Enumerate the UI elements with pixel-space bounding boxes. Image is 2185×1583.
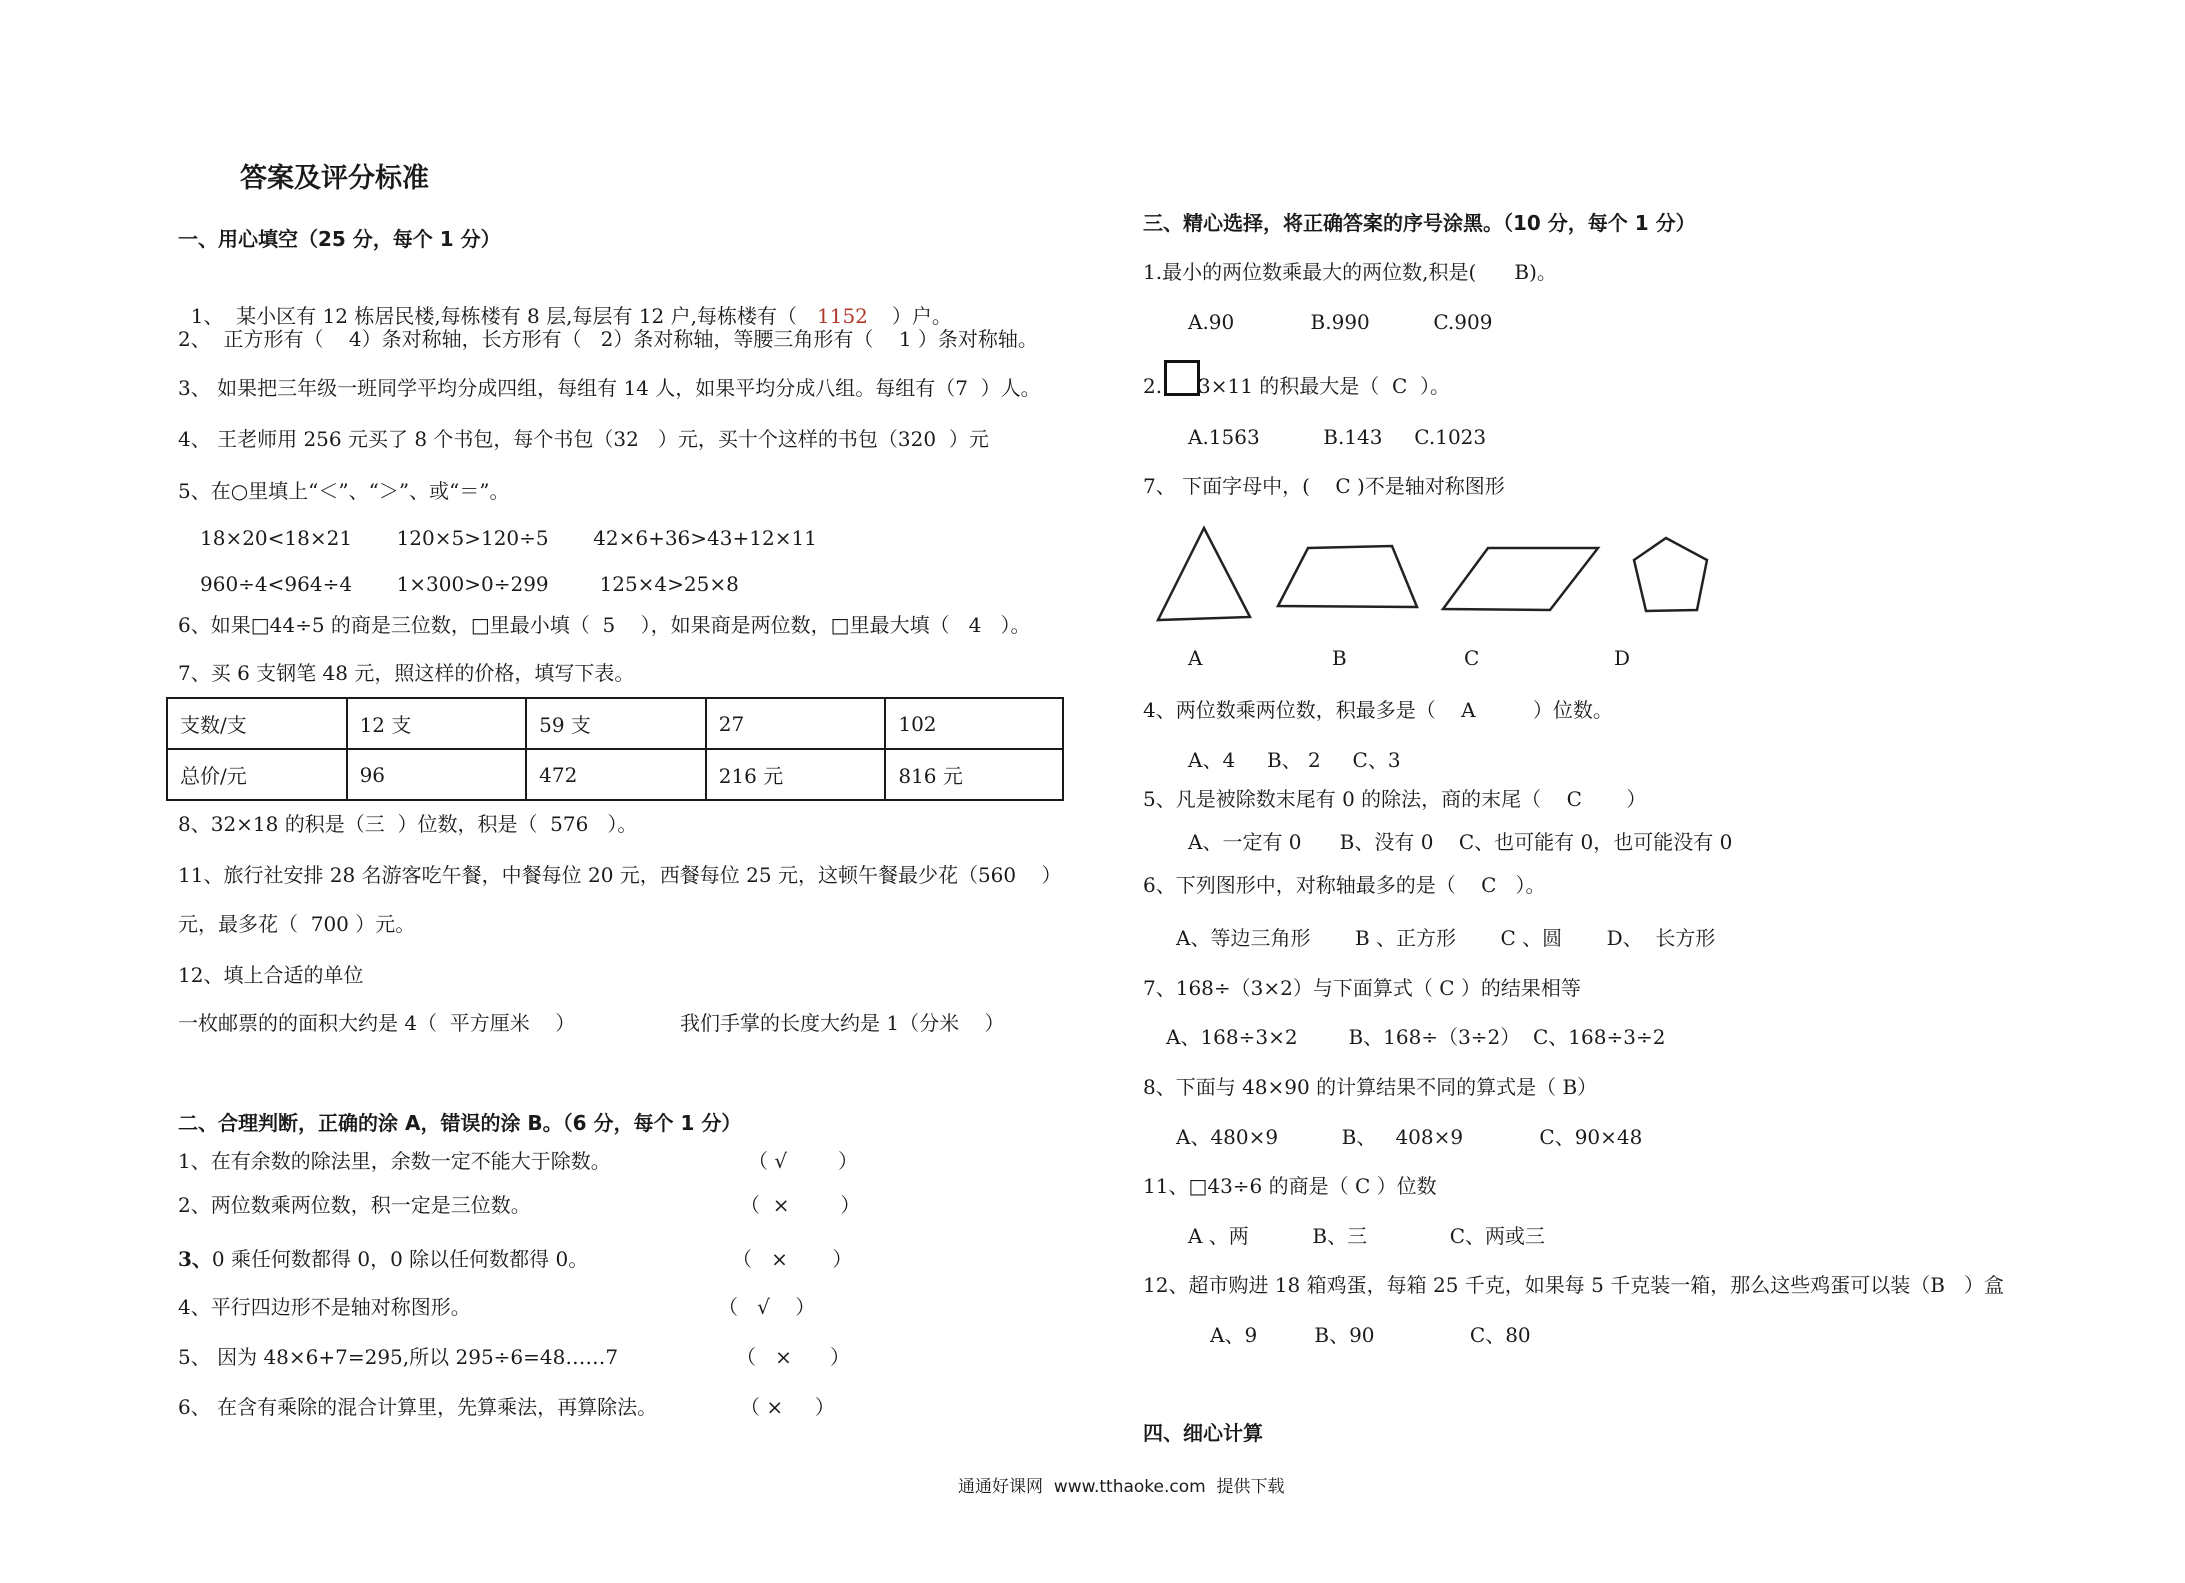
table-cell: 816 元 bbox=[885, 749, 1063, 800]
s1-q5-row1: 18×20<18×21 120×5>120÷5 42×6+36>43+12×11 bbox=[200, 526, 817, 550]
s1-q12: 12、填上合适的单位 bbox=[178, 963, 364, 987]
s2-item-2: 2、两位数乘两位数，积一定是三位数。 bbox=[178, 1193, 531, 1217]
s3-q1: 1.最小的两位数乘最大的两位数,积是( B)。 bbox=[1143, 260, 1557, 284]
s3-q8: 8、下面与 48×90 的计算结果不同的算式是（ B） bbox=[1143, 1075, 1598, 1099]
s1-q5: 5、在○里填上“＜”、“＞”、或“＝”。 bbox=[178, 479, 510, 503]
s1-q3: 3、 如果把三年级一班同学平均分成四组，每组有 14 人，如果平均分成八组。每组有（7 ）人。 bbox=[178, 376, 1041, 400]
s3-q7: 7、 下面字母中，( C )不是轴对称图形 bbox=[1143, 474, 1505, 498]
shape-label-b: B bbox=[1332, 646, 1347, 670]
s3-q4: 4、两位数乘两位数，积最多是（ A ）位数。 bbox=[1143, 698, 1613, 722]
shapes-figure bbox=[1140, 520, 1740, 630]
s2-item-5-answer: （ × ） bbox=[736, 1345, 850, 1369]
s1-q1-answer: 1152 bbox=[817, 304, 868, 328]
table-row bbox=[167, 749, 1063, 800]
section3-heading: 三、精心选择，将正确答案的序号涂黑。（10 分，每个 1 分） bbox=[1143, 211, 1696, 235]
section1-heading: 一、用心填空（25 分，每个 1 分） bbox=[178, 227, 501, 251]
s2-item-1: 1、在有余数的除法里，余数一定不能大于除数。 bbox=[178, 1149, 611, 1173]
s3-q12-options: A、9 B、90 C、80 bbox=[1210, 1323, 1531, 1347]
s2-item-3-num: 3、 bbox=[178, 1247, 212, 1271]
s2-item-6: 6、 在含有乘除的混合计算里，先算乘法，再算除法。 bbox=[178, 1395, 658, 1419]
s2-item-3-text: 0 乘任何数都得 0，0 除以任何数都得 0。 bbox=[211, 1247, 589, 1271]
section2-heading: 二、合理判断，正确的涂 A，错误的涂 B。（6 分，每个 1 分） bbox=[178, 1111, 742, 1135]
shape-label-d: D bbox=[1614, 646, 1631, 670]
table-cell: 支数/支 bbox=[167, 698, 347, 749]
table-cell: 总价/元 bbox=[167, 749, 347, 800]
s1-q11-line2: 元，最多花（ 700 ）元。 bbox=[178, 912, 416, 936]
s2-item-3-answer: （ × ） bbox=[732, 1247, 853, 1271]
s1-q7: 7、买 6 支钢笔 48 元，照这样的价格，填写下表。 bbox=[178, 661, 635, 685]
table-row bbox=[167, 698, 1063, 749]
s2-item-6-answer: （ × ） bbox=[740, 1395, 835, 1419]
table-cell: 102 bbox=[885, 698, 1063, 749]
page-title: 答案及评分标准 bbox=[240, 163, 429, 194]
s1-q1-post: ）户。 bbox=[891, 304, 952, 328]
table-cell: 216 元 bbox=[706, 749, 886, 800]
s1-q12-b: 我们手掌的长度大约是 1（分米 ） bbox=[680, 1011, 1005, 1035]
s1-q1-pre: 1、 某小区有 12 栋居民楼,每栋楼有 8 层,每层有 12 户,每栋楼有（ bbox=[190, 304, 797, 328]
table-cell: 96 bbox=[347, 749, 527, 800]
s3-q6: 6、下列图形中，对称轴最多的是（ C ）。 bbox=[1143, 873, 1546, 897]
trapezoid-shape bbox=[1278, 546, 1417, 607]
s3-q11: 11、□43÷6 的商是（ C ）位数 bbox=[1143, 1174, 1437, 1198]
shape-label-c: C bbox=[1464, 646, 1480, 670]
s1-q1 bbox=[178, 277, 952, 329]
s3-q7b: 7、168÷（3×2）与下面算式（ C ）的结果相等 bbox=[1143, 976, 1581, 1000]
price-table bbox=[166, 697, 1064, 801]
pentagon-shape bbox=[1634, 538, 1707, 611]
table-cell: 472 bbox=[526, 749, 706, 800]
blank-square-icon bbox=[1164, 360, 1200, 396]
s2-item-4-answer: （ √ ） bbox=[718, 1295, 816, 1319]
s3-q7b-options: A、168÷3×2 B、168÷（3÷2） C、168÷3÷2 bbox=[1166, 1025, 1666, 1049]
s2-item-4: 4、平行四边形不是轴对称图形。 bbox=[178, 1295, 471, 1319]
s3-q5-options: A、一定有 0 B、没有 0 C、也可能有 0，也可能没有 0 bbox=[1188, 830, 1733, 854]
s3-q8-options: A、480×9 B、 408×9 C、90×48 bbox=[1176, 1125, 1643, 1149]
s1-q4: 4、 王老师用 256 元买了 8 个书包，每个书包（32 ）元，买十个这样的书包（320 ）元 bbox=[178, 427, 989, 451]
s3-q2-num: 2. bbox=[1143, 374, 1163, 398]
s3-q5: 5、凡是被除数末尾有 0 的除法，商的末尾（ C ） bbox=[1143, 787, 1647, 811]
s1-q6: 6、如果□44÷5 的商是三位数，□里最小填（ 5 ），如果商是两位数，□里最大填（ 4 ）。 bbox=[178, 613, 1031, 637]
s3-q1-options: A.90 B.990 C.909 bbox=[1188, 310, 1493, 334]
s1-q12-a: 一枚邮票的的面积大约是 4（ 平方厘米 ） bbox=[178, 1011, 576, 1035]
s2-item-5: 5、 因为 48×6+7=295,所以 295÷6=48……7 bbox=[178, 1345, 619, 1369]
s3-q2: 3×11 的积最大是（ C ）。 bbox=[1198, 374, 1451, 398]
table-cell: 12 支 bbox=[347, 698, 527, 749]
s3-q6-options: A、等边三角形 B 、正方形 C 、圆 D、 长方形 bbox=[1176, 926, 1716, 950]
s3-q12: 12、超市购进 18 箱鸡蛋，每箱 25 千克，如果每 5 千克装一箱，那么这些鸡蛋可以装（B ）盒 bbox=[1143, 1273, 2004, 1297]
s3-q2-options: A.1563 B.143 C.1023 bbox=[1188, 425, 1487, 449]
s1-q8: 8、32×18 的积是（三 ）位数，积是（ 576 ）。 bbox=[178, 812, 638, 836]
section4-heading: 四、细心计算 bbox=[1143, 1421, 1263, 1445]
parallelogram-shape bbox=[1443, 548, 1598, 610]
s3-q11-options: A 、两 B、三 C、两或三 bbox=[1188, 1224, 1546, 1248]
s3-q4-options: A、4 B、 2 C、3 bbox=[1188, 748, 1401, 772]
table-cell: 59 支 bbox=[526, 698, 706, 749]
s1-q11-line1: 11、旅行社安排 28 名游客吃午餐，中餐每位 20 元，西餐每位 25 元，这顿午餐最少花（560 ） bbox=[178, 863, 1062, 887]
s2-item-2-answer: （ × ） bbox=[740, 1193, 861, 1217]
table-cell: 27 bbox=[706, 698, 886, 749]
s1-q2: 2、 正方形有（ 4）条对称轴，长方形有（ 2）条对称轴，等腰三角形有（ 1 ）条对称轴。 bbox=[178, 327, 1038, 351]
s2-item-3 bbox=[178, 1246, 588, 1272]
shape-label-a: A bbox=[1188, 646, 1203, 670]
s1-q5-row2: 960÷4<964÷4 1×300>0÷299 125×4>25×8 bbox=[200, 572, 739, 596]
footer-text: 通通好课网 www.tthaoke.com 提供下载 bbox=[958, 1477, 1285, 1497]
s2-item-1-answer: （ √ ） bbox=[748, 1149, 858, 1173]
triangle-shape bbox=[1158, 528, 1250, 620]
